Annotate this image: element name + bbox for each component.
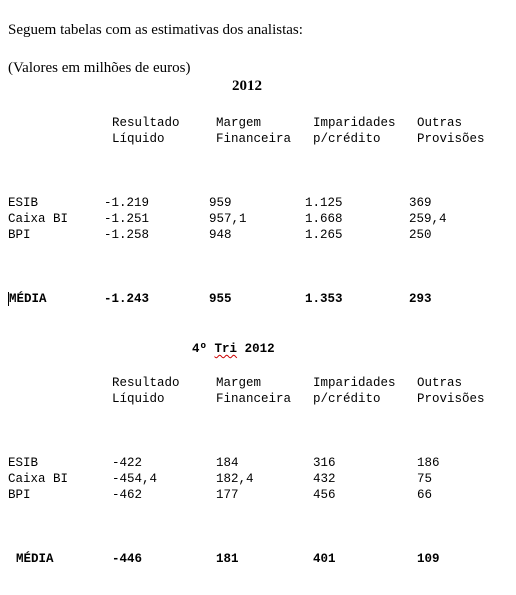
header-resultado-line2: Líquido — [112, 392, 165, 406]
header-margem-line2: Financeira — [216, 132, 292, 146]
cell-value: 182,4 — [216, 472, 254, 486]
header-outras-line2: Provisões — [417, 392, 485, 406]
cell-value: 1.265 — [305, 228, 343, 242]
header-margem-line1: Margem — [216, 116, 262, 130]
header-resultado-line2: Líquido — [112, 132, 165, 146]
cell-value: -462 — [112, 488, 143, 502]
average-value: 401 — [313, 552, 336, 566]
cell-value: 456 — [313, 488, 336, 502]
header-imparidades-line1: Imparidades — [313, 116, 396, 130]
cell-value: 432 — [313, 472, 336, 486]
average-value: 293 — [409, 292, 432, 306]
cell-value: 250 — [409, 228, 432, 242]
cell-value: -454,4 — [112, 472, 158, 486]
cell-value: 957,1 — [209, 212, 247, 226]
cell-value: 259,4 — [409, 212, 447, 226]
row-label-bpi: BPI — [8, 228, 31, 242]
average-value: -446 — [112, 552, 143, 566]
row-label-media: MÉDIA — [9, 292, 47, 306]
cell-value: -1.258 — [104, 228, 150, 242]
header-outras-line1: Outras — [417, 116, 463, 130]
row-label-media: MÉDIA — [16, 552, 54, 566]
title-word-tri: Tri — [214, 342, 238, 356]
header-margem-line2: Financeira — [216, 392, 292, 406]
units-note: (Valores em milhões de euros) — [8, 60, 191, 76]
header-imparidades-line2: p/crédito — [313, 392, 381, 406]
cell-value: 177 — [216, 488, 239, 502]
cell-value: 316 — [313, 456, 336, 470]
average-value: 955 — [209, 292, 232, 306]
header-outras-line1: Outras — [417, 376, 463, 390]
cell-value: -422 — [112, 456, 143, 470]
row-label-caixa-bi: Caixa BI — [8, 472, 69, 486]
average-value: 1.353 — [305, 292, 343, 306]
header-imparidades-line2: p/crédito — [313, 132, 381, 146]
cell-value: 959 — [209, 196, 232, 210]
title-year: 2012 — [244, 342, 275, 356]
cell-value: -1.219 — [104, 196, 150, 210]
title-prefix: 4º — [192, 342, 208, 356]
row-label-esib: ESIB — [8, 196, 39, 210]
cell-value: 948 — [209, 228, 232, 242]
average-value: 109 — [417, 552, 440, 566]
cell-value: 1.125 — [305, 196, 343, 210]
header-outras-line2: Provisões — [417, 132, 485, 146]
cell-value: 369 — [409, 196, 432, 210]
row-label-bpi: BPI — [8, 488, 31, 502]
header-resultado-line1: Resultado — [112, 116, 180, 130]
table-q4-title — [192, 341, 275, 357]
intro-text: Seguem tabelas com as estimativas dos analistas: — [8, 22, 303, 38]
table-2012-title: 2012 — [232, 78, 262, 94]
cell-value: 75 — [417, 472, 433, 486]
average-value: -1.243 — [104, 292, 150, 306]
cell-value: 1.668 — [305, 212, 343, 226]
average-value: 181 — [216, 552, 239, 566]
cell-value: 66 — [417, 488, 433, 502]
cell-value: -1.251 — [104, 212, 150, 226]
row-label-caixa-bi: Caixa BI — [8, 212, 69, 226]
cell-value: 186 — [417, 456, 440, 470]
header-imparidades-line1: Imparidades — [313, 376, 396, 390]
header-margem-line1: Margem — [216, 376, 262, 390]
row-label-esib: ESIB — [8, 456, 39, 470]
header-resultado-line1: Resultado — [112, 376, 180, 390]
cell-value: 184 — [216, 456, 239, 470]
